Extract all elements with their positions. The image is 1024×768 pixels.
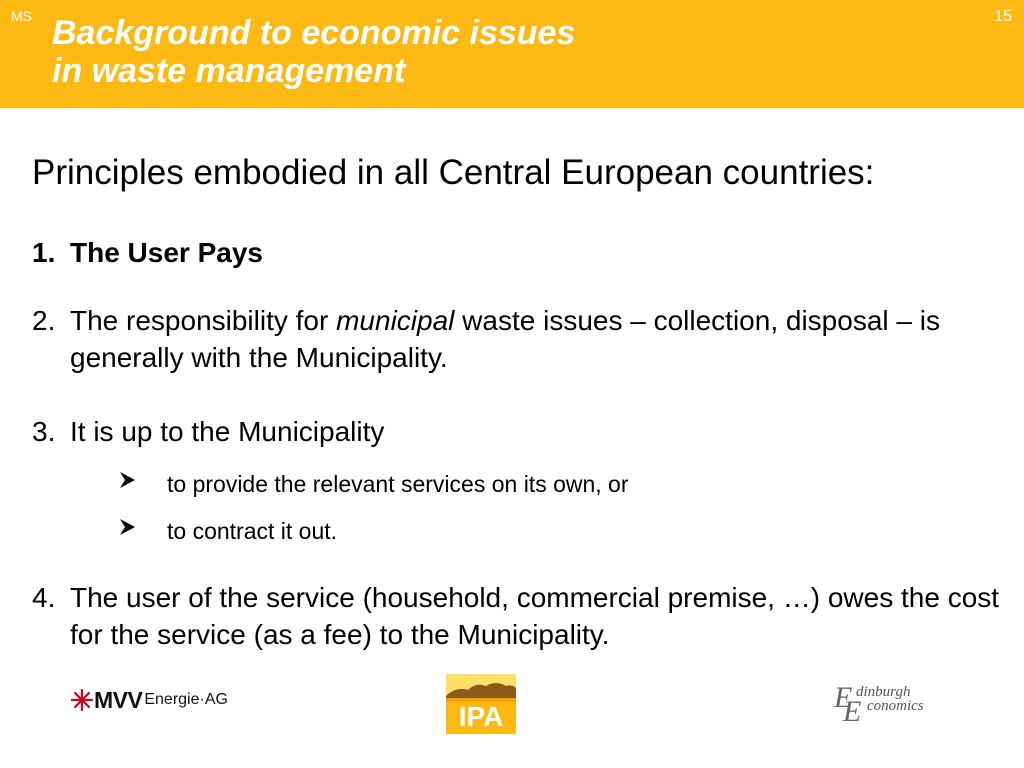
list-item-text: The User Pays [70,237,263,268]
ee-logo-letter: E [834,681,853,714]
arrow-bullet-icon [118,516,142,547]
list-number: 2. [32,305,56,336]
slide-title [52,14,575,90]
italic-emphasis: municipal [336,305,455,336]
mvv-logo-subtext: Energie·AG [144,691,228,708]
title-bar [0,0,1024,108]
slide-subtitle: Principles embodied in all Central European countries: [32,153,875,192]
ipa-landscape-icon [446,674,516,702]
ee-logo-line-1: dinburgh [856,684,911,700]
arrow-bullet-icon-graphic [118,516,138,538]
list-number: 4. [32,582,56,613]
arrow-bullet-icon [118,469,142,500]
ee-logo-line-2: conomics [867,698,924,714]
ipa-logo-text: IPA [458,701,504,732]
ipa-logo [446,674,516,734]
author-initials: MS [11,8,32,24]
list-item-text [70,302,1010,376]
slide-number: 15 [994,8,1012,25]
mvv-logo-text: MVV [94,686,143,713]
list-item-text: The user of the service (household, commercial premise, …) owes the cost for the service (as a fee) to the Municipality. [70,582,1000,650]
list-number: 3. [32,416,56,447]
slide-title-line-1: Background to economic issues [52,14,576,52]
sub-bullet-text: to contract it out. [167,518,338,544]
arrow-bullet-icon-graphic [118,469,138,491]
ee-logo-letter: E [843,695,862,728]
text-segment: The responsibility for [70,305,337,336]
text-segment: waste issues – collection, disposal – is generally with the Municipality. [70,305,940,373]
list-number: 1. [32,237,56,268]
edinburgh-economics-logo [834,681,944,728]
mvv-logo [70,685,228,715]
slide-title-line-2: in waste management [52,52,406,90]
sub-bullet-text: to provide the relevant services on its own, or [167,471,629,497]
list-item-text: It is up to the Municipality [70,416,385,447]
mvv-star-icon [70,688,94,712]
